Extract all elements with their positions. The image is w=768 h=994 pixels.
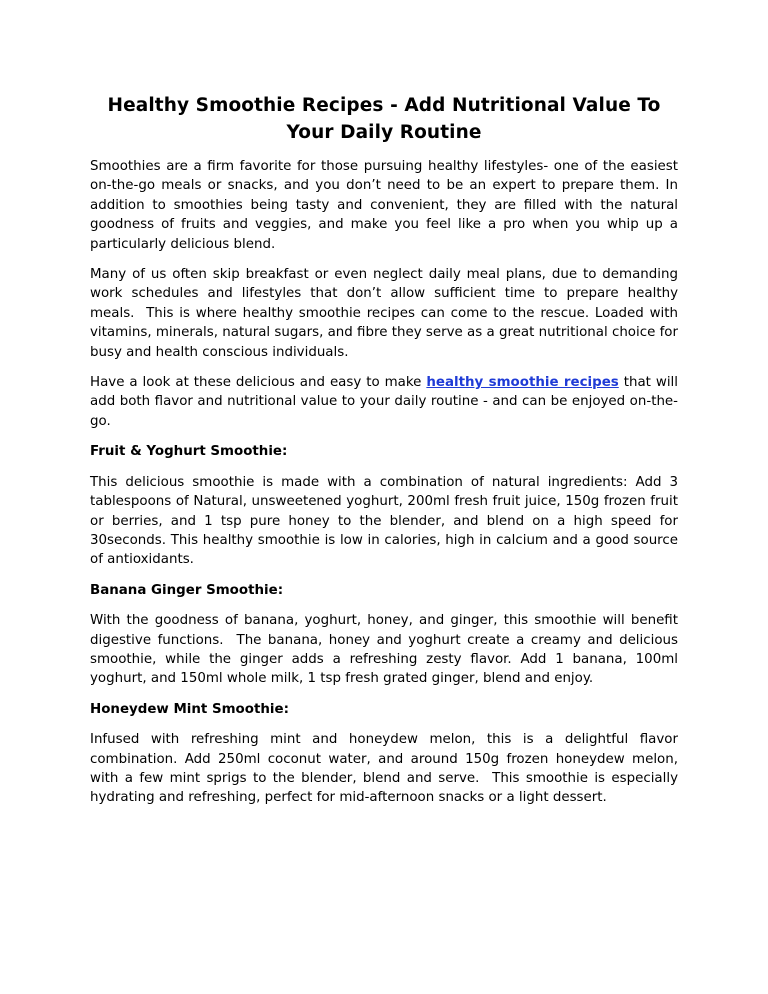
document-page <box>90 92 678 819</box>
section-heading-fruit-yoghurt: Fruit & Yoghurt Smoothie: <box>90 444 288 460</box>
third-paragraph-before-link: Have a look at these delicious and easy to make <box>90 375 427 391</box>
intro-paragraph: Smoothies are a firm favorite for those pursuing healthy lifestyles- one of the easiest on-the-go meals or snacks, and you don’t need to be an expert to prepare them. In addition to smoothies being tasty and convenient, they are filled with the natural goodness of fruits and veggies, and make you feel like a pro when you whip up a particularly delicious blend. <box>90 159 678 252</box>
healthy-smoothie-recipes-link[interactable]: healthy smoothie recipes <box>426 375 619 391</box>
section-body-honeydew-mint: Infused with refreshing mint and honeydew melon, this is a delightful flavor combination. Add 250ml coconut water, and around 150g frozen honeydew melon, with a few mint sprigs to the blender, blend and serve. This smoothie is especially hydrating and refreshing, perfect for mid-afternoon snacks or a light dessert. <box>90 732 678 806</box>
section-body-fruit-yoghurt: This delicious smoothie is made with a combination of natural ingredients: Add 3 tablespoons of Natural, unsweetened yoghurt, 200ml fresh fruit juice, 150g frozen fruit or berries, and 1 tsp pure honey to the blender, and blend on a high speed for 30seconds. This healthy smoothie is low in calories, high in calcium and a good source of antioxidants. <box>90 474 678 568</box>
third-paragraph-after-link: that will add both flavor and nutritional value to your daily routine - and can be enjoyed on-the-go. <box>90 375 678 429</box>
section-heading-banana-ginger: Banana Ginger Smoothie: <box>90 582 284 598</box>
page-title: Healthy Smoothie Recipes - Add Nutritional Value To Your Daily Routine <box>107 95 661 143</box>
second-paragraph: Many of us often skip breakfast or even neglect daily meal plans, due to demanding work schedules and lifestyles that don’t allow sufficient time to prepare healthy meals. This is where healthy smoothie recipes can come to the rescue. Loaded with vitamins, minerals, natural sugars, and fibre they serve as a great nutritional choice for busy and health conscious individuals. <box>90 267 678 360</box>
third-paragraph <box>90 373 678 431</box>
section-heading-honeydew-mint: Honeydew Mint Smoothie: <box>90 701 289 717</box>
section-body-banana-ginger: With the goodness of banana, yoghurt, honey, and ginger, this smoothie will benefit digestive functions. The banana, honey and yoghurt create a creamy and delicious smoothie, while the ginger adds a refreshing zesty flavor. Add 1 banana, 100ml yoghurt, and 150ml whole milk, 1 tsp fresh grated ginger, blend and enjoy. <box>90 613 678 687</box>
